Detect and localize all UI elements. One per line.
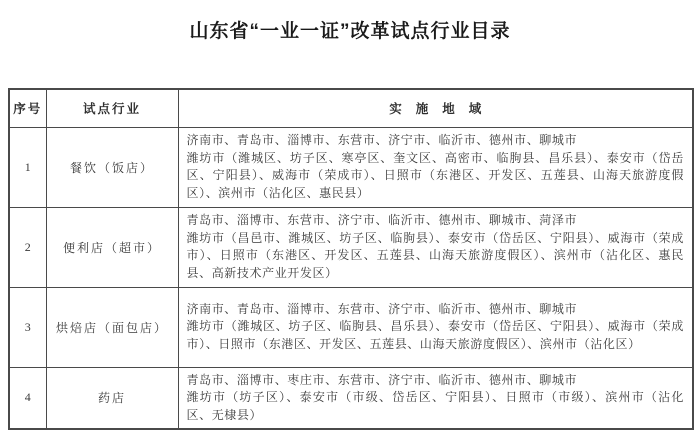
table-header-row — [9, 89, 693, 127]
header-pilot-industry: 试点行业 — [46, 89, 178, 127]
header-serial-number: 序号 — [9, 89, 46, 127]
area-cities-line: 青岛市、淄博市、东营市、济宁市、临沂市、德州市、聊城市、菏泽市 — [186, 213, 578, 227]
pilot-industry-table — [8, 88, 694, 430]
table-row — [9, 127, 693, 207]
row-serial-number: 2 — [9, 207, 46, 287]
area-cities-line: 青岛市、淄博市、枣庄市、东营市、济宁市、临沂市、德州市、聊城市 — [186, 372, 578, 387]
row-implementation-area — [178, 207, 693, 287]
row-industry: 便利店（超市） — [46, 207, 178, 287]
row-industry: 烘焙店（面包店） — [46, 287, 178, 367]
row-implementation-area — [178, 127, 693, 207]
row-implementation-area — [178, 287, 693, 367]
header-implementation-area: 实施地域 — [178, 89, 693, 127]
page-title: 山东省“一业一证”改革试点行业目录 — [189, 21, 511, 42]
table-row — [9, 367, 693, 429]
area-cities-line: 济南市、青岛市、淄博市、东营市、济宁市、临沂市、德州市、聊城市 — [186, 133, 578, 147]
row-implementation-area — [178, 367, 693, 429]
area-detail-text: 潍坊市（潍城区、坊子区、寒亭区、奎文区、高密市、临朐县、昌乐县）、泰安市（岱岳区、宁阳县）、威海市（荣成市）、日照市（东港区、开发区、五莲县、山海天旅游度假区）、滨州市（沾化区、惠民县） — [186, 150, 684, 200]
area-detail-text: 潍坊市（坊子区）、泰安市（市级、岱岳区、宁阳县）、日照市（市级）、滨州市（沾化区、无棣县） — [186, 390, 684, 422]
row-industry: 药店 — [46, 367, 178, 429]
table-row — [9, 207, 693, 287]
table-row — [9, 287, 693, 367]
area-cities-line: 济南市、青岛市、淄博市、东营市、济宁市、临沂市、德州市、聊城市 — [186, 301, 578, 316]
row-industry: 餐饮（饭店） — [46, 127, 178, 207]
area-detail-text: 潍坊市（潍城区、坊子区、临朐县、昌乐县）、泰安市（岱岳区、宁阳县）、威海市（荣成市）、日照市（东港区、开发区、五莲县、山海天旅游度假区）、滨州市（沾化区） — [186, 319, 684, 351]
row-serial-number: 4 — [9, 367, 46, 429]
row-serial-number: 3 — [9, 287, 46, 367]
area-detail-text: 潍坊市（昌邑市、潍城区、坊子区、临朐县）、泰安市（岱岳区、宁阳县）、威海市（荣成市）、日照市（东港区、开发区、五莲县、山海天旅游度假区）、滨州市（沾化区、惠民县、高新技术产业开发区） — [186, 230, 684, 280]
row-serial-number: 1 — [9, 127, 46, 207]
